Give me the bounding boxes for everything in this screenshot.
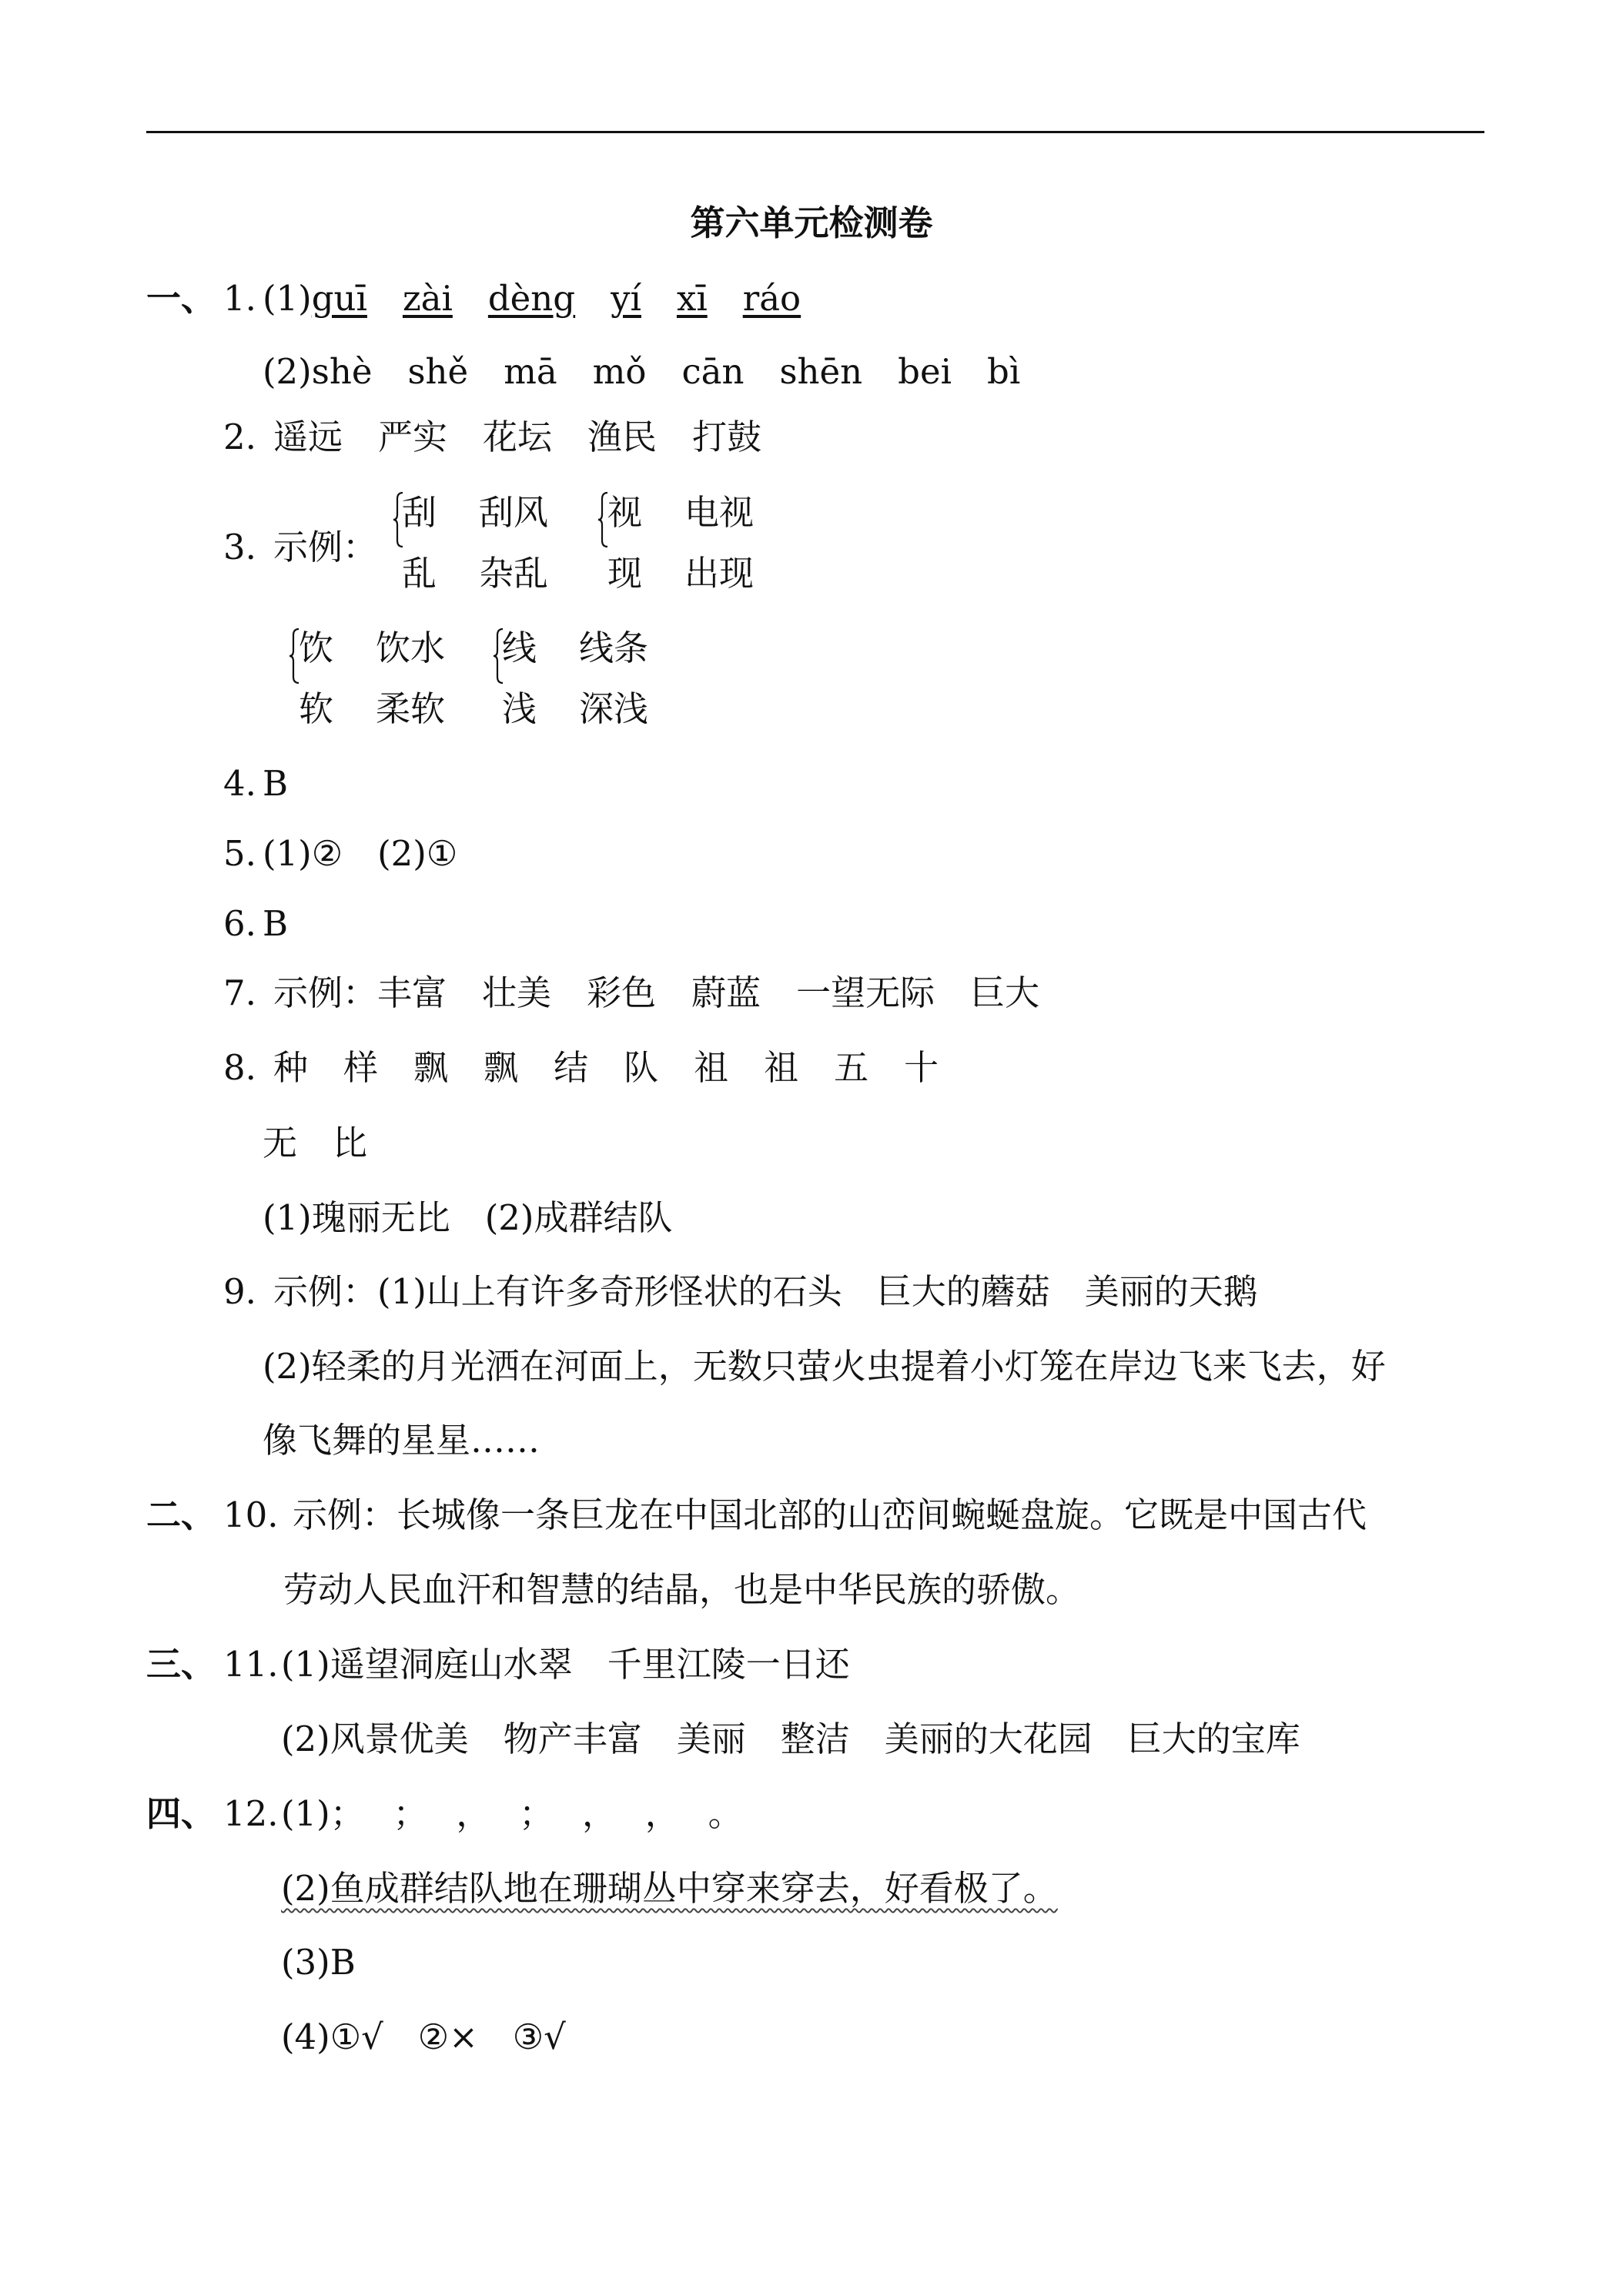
q11-line2: (2)风景优美 物产丰富 美丽 整洁 美丽的大花园 巨大的宝库 [281, 1719, 1300, 1759]
page-title: 第六单元检测卷 [690, 202, 933, 243]
q1-part1 [263, 278, 836, 320]
char-answer: 比 [333, 1123, 368, 1163]
q2-number: 2. [223, 417, 256, 457]
q12-part2 [281, 1868, 1058, 1909]
q9-line3: 像飞舞的星星…… [263, 1420, 540, 1461]
q6-number: 6. [223, 903, 256, 944]
pinyin-answer: guī [311, 278, 367, 319]
q3-g1-top-word: 刮风 [479, 492, 549, 533]
q3-g3-bottom-word: 柔软 [376, 688, 446, 729]
q12-part3: (3)B [281, 1942, 356, 1983]
pinyin-answer: zài [402, 278, 453, 319]
char-answer: 队 [624, 1047, 659, 1088]
q5-answer: (1)② (2)① [263, 833, 458, 874]
q9-line1 [273, 1271, 1258, 1313]
q3-g3-top-word: 饮水 [376, 628, 446, 668]
q10-number: 10. [223, 1494, 279, 1535]
pinyin-answer: yí [611, 278, 641, 319]
q9-line2: (2)轻柔的月光洒在河面上，无数只萤火虫提着小灯笼在岸边飞来飞去，好 [263, 1346, 1386, 1387]
q12-number: 12. [223, 1793, 279, 1834]
pinyin-answer: shēn [779, 351, 863, 392]
word-answer: 渔民 [587, 417, 658, 457]
pinyin-answer: bei [898, 351, 952, 392]
char-answer: 结 [554, 1047, 589, 1088]
q3-label: 示例： [273, 527, 378, 567]
pinyin-answer: mǒ [592, 351, 647, 392]
word-answer: 彩色 [587, 972, 657, 1013]
word-answer: 打鼓 [692, 417, 762, 457]
word-answer: 花坛 [483, 417, 553, 457]
pinyin-answer: bì [987, 351, 1021, 392]
q8-sub-answer: (1)瑰丽无比 (2)成群结队 [263, 1197, 673, 1238]
pinyin-answer: dèng [487, 278, 576, 319]
q11-line1: (1)遥望洞庭山水翠 千里江陵一日还 [281, 1644, 850, 1685]
q11-number: 11. [223, 1644, 279, 1685]
word-answer: 严实 [378, 417, 448, 457]
q3-g1-bottom-word: 杂乱 [479, 553, 549, 594]
q10-line1-text: 长城像一条巨龙在中国北部的山峦间蜿蜒盘旋。它既是中国古代 [397, 1494, 1367, 1535]
pinyin-answer: ráo [742, 278, 801, 319]
q1-part2-label: (2) [263, 351, 312, 392]
char-answer: 样 [343, 1047, 379, 1088]
section-marker-2: 二、 [146, 1494, 216, 1535]
q10-line2: 劳动人民血汗和智慧的结晶，也是中华民族的骄傲。 [283, 1569, 1081, 1610]
char-answer: 祖 [694, 1047, 729, 1088]
word-answer: 遥远 [273, 417, 343, 457]
q4-answer: B [263, 763, 289, 804]
section-marker-1: 一、 [146, 278, 216, 319]
q3-number: 3. [223, 527, 256, 567]
char-answer: 飘 [484, 1047, 519, 1088]
q7-number: 7. [223, 972, 256, 1013]
char-answer: 种 [273, 1047, 309, 1088]
word-answer: 一望无际 [796, 972, 935, 1013]
pinyin-answer: shè [311, 351, 373, 392]
q8-chars-line2 [263, 1123, 367, 1164]
q8-number: 8. [223, 1047, 256, 1088]
q9-line1-text: (1)山上有许多奇形怪状的石头 巨大的蘑菇 美丽的天鹅 [377, 1271, 1258, 1312]
q1-part1-label: (1) [263, 278, 312, 319]
q3-g3-top-char: 饮 [299, 628, 334, 668]
section-marker-4: 四、 [146, 1793, 216, 1834]
q3-g1-bottom-char: 乱 [402, 553, 437, 594]
q3-g4-bottom-char: 浅 [502, 688, 537, 729]
q7-answer [273, 972, 1039, 1014]
q9-label: 示例： [273, 1271, 378, 1312]
q6-answer: B [263, 903, 289, 944]
q9-number: 9. [223, 1271, 256, 1312]
char-answer: 五 [834, 1047, 869, 1088]
q1-number: 1. [223, 278, 256, 319]
pinyin-answer: mā [504, 351, 557, 392]
q2-answer [273, 417, 761, 458]
word-answer: 蔚蓝 [691, 972, 761, 1013]
word-answer: 丰富 [377, 972, 447, 1013]
q4-number: 4. [223, 763, 256, 804]
q1-part2 [263, 351, 1020, 393]
q8-chars-line1 [273, 1047, 939, 1089]
q3-g2-bottom-char: 现 [607, 553, 643, 594]
word-answer: 巨大 [970, 972, 1040, 1013]
q10-line1 [293, 1494, 1367, 1536]
section-marker-3: 三、 [146, 1644, 216, 1685]
char-answer: 飘 [413, 1047, 449, 1088]
pinyin-answer: shě [407, 351, 469, 392]
q7-label: 示例： [273, 972, 378, 1013]
q3-g3-bottom-char: 软 [299, 688, 334, 729]
q3-g4-bottom-word: 深浅 [579, 688, 649, 729]
q12-part1: (1)； ； ， ； ， ， 。 [281, 1793, 743, 1834]
q3-g2-bottom-word: 出现 [684, 553, 755, 594]
char-answer: 祖 [764, 1047, 799, 1088]
pinyin-answer: cān [681, 351, 745, 392]
q3-g2-top-word: 电视 [684, 492, 755, 533]
q12-part2-text: (2)鱼成群结队地在珊瑚丛中穿来穿去，好看极了。 [281, 1868, 1058, 1909]
q3-g2-top-char: 视 [607, 492, 643, 533]
q5-number: 5. [223, 833, 256, 874]
pinyin-answer: xī [676, 278, 708, 319]
char-answer: 十 [904, 1047, 939, 1088]
q12-part4: (4)①√ ②× ③√ [281, 2017, 566, 2057]
word-answer: 壮美 [482, 972, 552, 1013]
q3-g1-top-char: 刮 [402, 492, 437, 533]
q10-label: 示例： [293, 1494, 397, 1535]
char-answer: 无 [263, 1123, 298, 1163]
header-rule [146, 131, 1484, 133]
q3-g4-top-char: 线 [502, 628, 537, 668]
q3-g4-top-word: 线条 [579, 628, 649, 668]
brace-icon [597, 491, 608, 548]
brace-icon [289, 628, 300, 684]
